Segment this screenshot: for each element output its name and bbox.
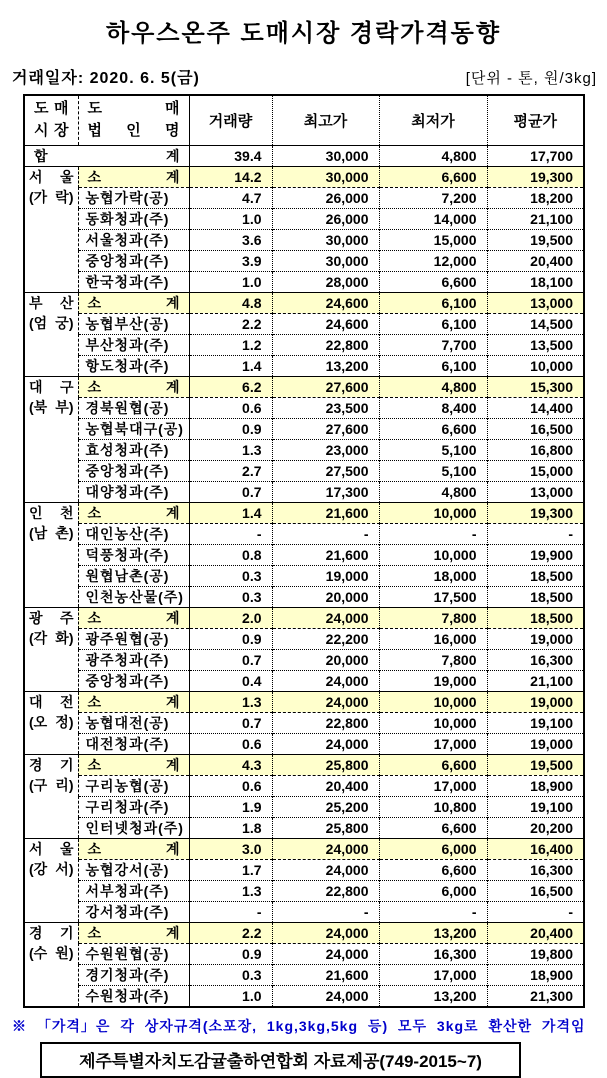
subtotal-row [24, 376, 584, 397]
market-branch: (엄 궁) [29, 314, 74, 331]
corp-name-cell: 소 계 [78, 607, 189, 628]
corp-name-cell: 농협대전(공) [78, 712, 189, 733]
corp-name-cell: 효성청과(주) [78, 439, 189, 460]
low-price-cell: 7,800 [379, 607, 487, 628]
corp-name-cell: 소 계 [78, 166, 189, 187]
table-row [24, 901, 584, 922]
low-price-cell: 6,100 [379, 313, 487, 334]
avg-price-cell: 19,000 [487, 628, 584, 649]
high-price-cell: 24,000 [272, 859, 379, 880]
avg-price-cell: 13,000 [487, 481, 584, 502]
table-row [24, 523, 584, 544]
avg-price-cell: 19,500 [487, 754, 584, 775]
high-price-cell: 22,200 [272, 628, 379, 649]
low-price-cell: - [379, 523, 487, 544]
low-price-cell: 10,800 [379, 796, 487, 817]
volume-cell: 0.4 [189, 670, 272, 691]
high-price-cell: 24,000 [272, 943, 379, 964]
corp-name-cell: 수원청과(주) [78, 985, 189, 1007]
low-price-cell: 6,600 [379, 166, 487, 187]
corp-name-cell: 구리농협(공) [78, 775, 189, 796]
low-price-cell: 10,000 [379, 691, 487, 712]
table-row [24, 565, 584, 586]
low-price-cell: 6,000 [379, 880, 487, 901]
high-price-cell: 24,000 [272, 838, 379, 859]
market-name: 서 울 [29, 168, 74, 185]
volume-cell: 1.0 [189, 208, 272, 229]
market-name: 서 울 [29, 840, 74, 857]
corp-name-cell: 구리청과(주) [78, 796, 189, 817]
avg-price-cell: 16,300 [487, 649, 584, 670]
low-price-cell: 4,800 [379, 145, 487, 166]
table-row [24, 964, 584, 985]
low-price-cell: 7,800 [379, 649, 487, 670]
high-price-cell: 23,500 [272, 397, 379, 418]
high-price-cell: 22,800 [272, 712, 379, 733]
low-price-cell: 16,300 [379, 943, 487, 964]
table-row [24, 712, 584, 733]
volume-cell: 0.6 [189, 397, 272, 418]
price-table-body [24, 145, 584, 1007]
low-price-cell: 7,200 [379, 187, 487, 208]
high-price-cell: 25,800 [272, 754, 379, 775]
avg-price-cell: 19,000 [487, 733, 584, 754]
low-price-cell: 16,000 [379, 628, 487, 649]
table-row [24, 313, 584, 334]
market-name: 경 기 [29, 756, 74, 773]
volume-cell: 1.8 [189, 817, 272, 838]
high-price-cell: 24,600 [272, 313, 379, 334]
volume-cell: 4.3 [189, 754, 272, 775]
volume-cell: 0.9 [189, 628, 272, 649]
corp-name-cell: 소 계 [78, 502, 189, 523]
high-price-cell: 13,200 [272, 355, 379, 376]
source-box: 제주특별자치도감귤출하연합회 자료제공(749-2015~7) [40, 1042, 521, 1078]
subtotal-row [24, 691, 584, 712]
low-price-cell: 14,000 [379, 208, 487, 229]
volume-cell: 6.2 [189, 376, 272, 397]
volume-cell: 4.8 [189, 292, 272, 313]
high-price-cell: 19,000 [272, 565, 379, 586]
table-row [24, 649, 584, 670]
table-row [24, 481, 584, 502]
high-price-cell: 20,000 [272, 649, 379, 670]
high-price-cell: 22,800 [272, 880, 379, 901]
volume-cell: 1.4 [189, 355, 272, 376]
avg-price-cell: 19,900 [487, 544, 584, 565]
avg-price-cell: 18,500 [487, 586, 584, 607]
high-price-cell: 25,800 [272, 817, 379, 838]
low-price-cell: 17,000 [379, 733, 487, 754]
avg-price-cell: 16,400 [487, 838, 584, 859]
low-price-cell: 17,500 [379, 586, 487, 607]
table-row [24, 628, 584, 649]
high-price-cell: 24,000 [272, 607, 379, 628]
header-high-price: 최고가 [272, 95, 379, 145]
volume-cell: 0.6 [189, 775, 272, 796]
corp-name-cell: 중앙청과(주) [78, 250, 189, 271]
avg-price-cell: - [487, 523, 584, 544]
avg-price-cell: 19,300 [487, 502, 584, 523]
volume-cell: 0.7 [189, 712, 272, 733]
avg-price-cell: 19,800 [487, 943, 584, 964]
avg-price-cell: 19,000 [487, 691, 584, 712]
low-price-cell: 7,700 [379, 334, 487, 355]
market-cell [24, 502, 78, 607]
corp-name-cell: 소 계 [78, 376, 189, 397]
corp-name-cell: 소 계 [78, 292, 189, 313]
low-price-cell: 10,000 [379, 712, 487, 733]
market-name: 광 주 [29, 609, 74, 626]
low-price-cell: 13,200 [379, 985, 487, 1007]
table-row [24, 355, 584, 376]
avg-price-cell: 13,000 [487, 292, 584, 313]
header-volume: 거래량 [189, 95, 272, 145]
high-price-cell: 30,000 [272, 166, 379, 187]
low-price-cell: 6,600 [379, 418, 487, 439]
high-price-cell: 30,000 [272, 145, 379, 166]
price-table [23, 94, 585, 1008]
corp-name-cell: 경기청과(주) [78, 964, 189, 985]
market-name: 부 산 [29, 294, 74, 311]
volume-cell: 0.7 [189, 649, 272, 670]
volume-cell: 2.7 [189, 460, 272, 481]
low-price-cell: 6,600 [379, 271, 487, 292]
volume-cell: 39.4 [189, 145, 272, 166]
market-branch: (가 락) [29, 188, 74, 205]
header-corp-name: 도 매 법 인 명 [78, 95, 189, 145]
volume-cell: 2.0 [189, 607, 272, 628]
volume-cell: 0.3 [189, 586, 272, 607]
high-price-cell: 21,600 [272, 544, 379, 565]
volume-cell: 1.0 [189, 985, 272, 1007]
volume-cell: 3.6 [189, 229, 272, 250]
low-price-cell: 4,800 [379, 376, 487, 397]
table-row [24, 334, 584, 355]
volume-cell: 0.3 [189, 964, 272, 985]
table-row [24, 439, 584, 460]
corp-name-cell: 서부청과(주) [78, 880, 189, 901]
volume-cell: 2.2 [189, 313, 272, 334]
high-price-cell: 30,000 [272, 250, 379, 271]
table-row [24, 586, 584, 607]
avg-price-cell: 18,900 [487, 775, 584, 796]
volume-cell: 2.2 [189, 922, 272, 943]
subtotal-row [24, 292, 584, 313]
corp-name-cell: 항도청과(주) [78, 355, 189, 376]
avg-price-cell: 18,100 [487, 271, 584, 292]
corp-name-cell: 광주원협(공) [78, 628, 189, 649]
market-cell [24, 922, 78, 1007]
high-price-cell: - [272, 901, 379, 922]
high-price-cell: 17,300 [272, 481, 379, 502]
avg-price-cell: 14,500 [487, 313, 584, 334]
corp-name-cell: 중앙청과(주) [78, 460, 189, 481]
corp-name-cell: 대양청과(주) [78, 481, 189, 502]
market-branch: (각 화) [29, 629, 74, 646]
low-price-cell: 10,000 [379, 502, 487, 523]
volume-cell: 1.7 [189, 859, 272, 880]
avg-price-cell: 17,700 [487, 145, 584, 166]
table-row [24, 208, 584, 229]
low-price-cell: 6,100 [379, 355, 487, 376]
high-price-cell: 27,500 [272, 460, 379, 481]
volume-cell: 0.7 [189, 481, 272, 502]
volume-cell: 0.9 [189, 943, 272, 964]
price-table-header [24, 95, 584, 145]
corp-name-cell: 소 계 [78, 922, 189, 943]
low-price-cell: 6,600 [379, 754, 487, 775]
avg-price-cell: 18,500 [487, 565, 584, 586]
low-price-cell: 13,200 [379, 922, 487, 943]
avg-price-cell: 21,100 [487, 670, 584, 691]
corp-name-cell: 소 계 [78, 838, 189, 859]
low-price-cell: 6,000 [379, 838, 487, 859]
high-price-cell: 26,000 [272, 208, 379, 229]
corp-name-cell: 부산청과(주) [78, 334, 189, 355]
high-price-cell: 27,600 [272, 418, 379, 439]
volume-cell: 14.2 [189, 166, 272, 187]
market-branch: (강 서) [29, 860, 74, 877]
header-row [24, 95, 584, 145]
avg-price-cell: 21,100 [487, 208, 584, 229]
volume-cell: 1.0 [189, 271, 272, 292]
low-price-cell: 17,000 [379, 775, 487, 796]
volume-cell: 1.3 [189, 439, 272, 460]
volume-cell: 3.9 [189, 250, 272, 271]
header-avg-price: 평균가 [487, 95, 584, 145]
market-branch: (수 원) [29, 944, 74, 961]
meta-row [12, 65, 597, 88]
corp-name-cell: 광주청과(주) [78, 649, 189, 670]
avg-price-cell: 18,200 [487, 187, 584, 208]
low-price-cell: 5,100 [379, 460, 487, 481]
high-price-cell: 28,000 [272, 271, 379, 292]
avg-price-cell: 15,000 [487, 460, 584, 481]
high-price-cell: 22,800 [272, 334, 379, 355]
market-branch: (북 부) [29, 398, 74, 415]
grand-total-label: 합 계 [24, 145, 189, 166]
table-row [24, 229, 584, 250]
avg-price-cell: 13,500 [487, 334, 584, 355]
header-market: 도 매 시 장 [24, 95, 78, 145]
low-price-cell: 12,000 [379, 250, 487, 271]
low-price-cell: 17,000 [379, 964, 487, 985]
market-name: 대 구 [29, 378, 74, 395]
high-price-cell: 20,000 [272, 586, 379, 607]
unit-label: [단위 - 톤, 원/3kg] [465, 70, 597, 87]
trade-date-label: 거래일자: 2020. 6. 5(금) [12, 70, 200, 87]
corp-name-cell: 인터넷청과(주) [78, 817, 189, 838]
volume-cell: 1.2 [189, 334, 272, 355]
table-row [24, 859, 584, 880]
corp-name-cell: 원협남촌(공) [78, 565, 189, 586]
high-price-cell: 20,400 [272, 775, 379, 796]
volume-cell: 3.0 [189, 838, 272, 859]
volume-cell: 0.6 [189, 733, 272, 754]
high-price-cell: 24,000 [272, 691, 379, 712]
low-price-cell: 5,100 [379, 439, 487, 460]
volume-cell: 0.9 [189, 418, 272, 439]
table-row [24, 796, 584, 817]
low-price-cell: 4,800 [379, 481, 487, 502]
subtotal-row [24, 922, 584, 943]
volume-cell: 4.7 [189, 187, 272, 208]
avg-price-cell: 16,800 [487, 439, 584, 460]
avg-price-cell: 20,400 [487, 922, 584, 943]
table-row [24, 775, 584, 796]
avg-price-cell: 15,300 [487, 376, 584, 397]
table-row [24, 733, 584, 754]
table-row [24, 943, 584, 964]
low-price-cell: 6,600 [379, 817, 487, 838]
avg-price-cell: 21,300 [487, 985, 584, 1007]
corp-name-cell: 농협부산(공) [78, 313, 189, 334]
market-branch: (남 촌) [29, 524, 74, 541]
grand-total-row [24, 145, 584, 166]
market-branch: (오 정) [29, 713, 74, 730]
table-row [24, 271, 584, 292]
table-row [24, 187, 584, 208]
page-title: 하우스온주 도매시장 경락가격동향 [105, 20, 502, 47]
subtotal-row [24, 607, 584, 628]
price-footnote: ※ 「가격」은 각 상자규격(소포장, 1kg,3kg,5kg 등) 모두 3kg로 환산한 가격임 [12, 1017, 586, 1034]
market-cell [24, 691, 78, 754]
table-row [24, 250, 584, 271]
avg-price-cell: 19,100 [487, 712, 584, 733]
low-price-cell: 10,000 [379, 544, 487, 565]
high-price-cell: 24,000 [272, 985, 379, 1007]
avg-price-cell: 20,400 [487, 250, 584, 271]
corp-name-cell: 농협강서(공) [78, 859, 189, 880]
market-branch: (구 리) [29, 776, 74, 793]
header-low-price: 최저가 [379, 95, 487, 145]
high-price-cell: 21,600 [272, 502, 379, 523]
subtotal-row [24, 754, 584, 775]
avg-price-cell: 16,500 [487, 418, 584, 439]
volume-cell: 1.4 [189, 502, 272, 523]
avg-price-cell: 20,200 [487, 817, 584, 838]
high-price-cell: 24,000 [272, 670, 379, 691]
corp-name-cell: 소 계 [78, 754, 189, 775]
corp-name-cell: 경북원협(공) [78, 397, 189, 418]
high-price-cell: 24,000 [272, 922, 379, 943]
avg-price-cell: 16,300 [487, 859, 584, 880]
corp-name-cell: 덕풍청과(주) [78, 544, 189, 565]
volume-cell: 1.3 [189, 880, 272, 901]
corp-name-cell: 농협북대구(공) [78, 418, 189, 439]
corp-name-cell: 소 계 [78, 691, 189, 712]
corp-name-cell: 수원원협(공) [78, 943, 189, 964]
avg-price-cell: 14,400 [487, 397, 584, 418]
high-price-cell: 27,600 [272, 376, 379, 397]
volume-cell: 0.8 [189, 544, 272, 565]
table-row [24, 880, 584, 901]
corp-name-cell: 농협가락(공) [78, 187, 189, 208]
low-price-cell: - [379, 901, 487, 922]
volume-cell: 1.9 [189, 796, 272, 817]
avg-price-cell: 19,500 [487, 229, 584, 250]
avg-price-cell: 18,500 [487, 607, 584, 628]
high-price-cell: 23,000 [272, 439, 379, 460]
market-cell [24, 838, 78, 922]
table-row [24, 460, 584, 481]
table-row [24, 985, 584, 1007]
market-cell [24, 607, 78, 691]
avg-price-cell: 18,900 [487, 964, 584, 985]
volume-cell: - [189, 901, 272, 922]
corp-name-cell: 서울청과(주) [78, 229, 189, 250]
table-row [24, 670, 584, 691]
market-cell [24, 376, 78, 502]
avg-price-cell: 10,000 [487, 355, 584, 376]
subtotal-row [24, 166, 584, 187]
high-price-cell: 30,000 [272, 229, 379, 250]
market-cell [24, 292, 78, 376]
corp-name-cell: 인천농산물(주) [78, 586, 189, 607]
corp-name-cell: 동화청과(주) [78, 208, 189, 229]
low-price-cell: 19,000 [379, 670, 487, 691]
low-price-cell: 6,100 [379, 292, 487, 313]
market-cell [24, 754, 78, 838]
table-row [24, 418, 584, 439]
high-price-cell: 24,000 [272, 733, 379, 754]
avg-price-cell: 19,100 [487, 796, 584, 817]
high-price-cell: 21,600 [272, 964, 379, 985]
low-price-cell: 6,600 [379, 859, 487, 880]
market-name: 인 천 [29, 504, 74, 521]
market-name: 대 전 [29, 693, 74, 710]
corp-name-cell: 대전청과(주) [78, 733, 189, 754]
market-name: 경 기 [29, 924, 74, 941]
avg-price-cell: - [487, 901, 584, 922]
volume-cell: 1.3 [189, 691, 272, 712]
table-row [24, 544, 584, 565]
market-cell [24, 166, 78, 292]
low-price-cell: 18,000 [379, 565, 487, 586]
high-price-cell: - [272, 523, 379, 544]
corp-name-cell: 중앙청과(주) [78, 670, 189, 691]
volume-cell: 0.3 [189, 565, 272, 586]
table-row [24, 817, 584, 838]
corp-name-cell: 강서청과(주) [78, 901, 189, 922]
corp-name-cell: 대인농산(주) [78, 523, 189, 544]
table-row [24, 397, 584, 418]
low-price-cell: 15,000 [379, 229, 487, 250]
high-price-cell: 25,200 [272, 796, 379, 817]
avg-price-cell: 16,500 [487, 880, 584, 901]
corp-name-cell: 한국청과(주) [78, 271, 189, 292]
low-price-cell: 8,400 [379, 397, 487, 418]
volume-cell: - [189, 523, 272, 544]
high-price-cell: 24,600 [272, 292, 379, 313]
subtotal-row [24, 838, 584, 859]
avg-price-cell: 19,300 [487, 166, 584, 187]
subtotal-row [24, 502, 584, 523]
high-price-cell: 26,000 [272, 187, 379, 208]
